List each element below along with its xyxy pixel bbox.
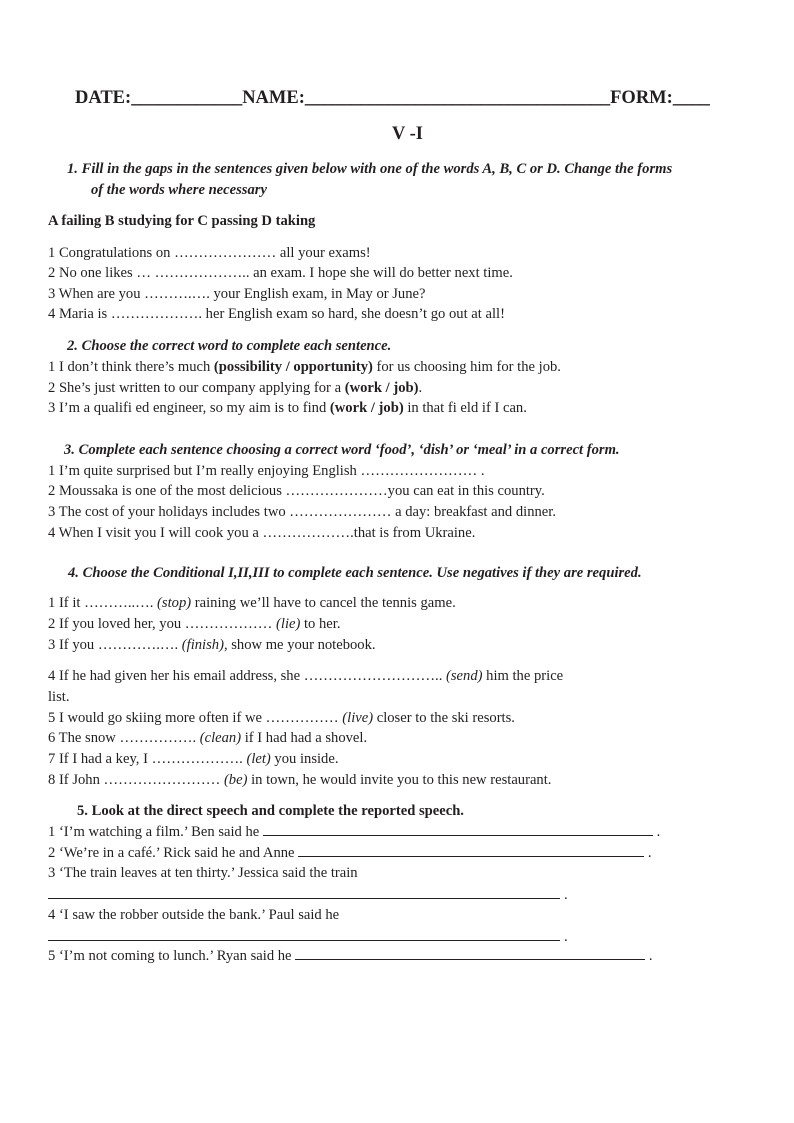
item-text: 1 I don’t think there’s much xyxy=(48,359,214,375)
section4-item xyxy=(48,771,551,789)
section5-item xyxy=(48,844,652,862)
item-text: 4 If he had given her his email address, she ……………………….. xyxy=(48,668,447,684)
item-text: 2 If you loved her, you ……………… xyxy=(48,616,277,632)
item-text: 8 If John …………………… xyxy=(48,772,224,788)
page-title: V -I xyxy=(392,124,424,144)
item-text: 5 I would go skiing more often if we …………… xyxy=(48,710,343,726)
item-text: him the price xyxy=(482,668,564,684)
form-label: FORM: xyxy=(610,88,673,108)
section3-item: 2 Moussaka is one of the most delicious …………………you can eat in this country. xyxy=(48,483,545,499)
section4-item xyxy=(48,750,338,768)
section1-item: 3 When are you ……….…. your English exam, in May or June? xyxy=(48,286,426,302)
item-text: . xyxy=(418,380,423,396)
word-choice: (work / job) xyxy=(344,380,419,396)
item-text: to her. xyxy=(300,616,341,632)
section1-instruction-line2: of the words where necessary xyxy=(91,182,267,198)
answer-line[interactable] xyxy=(48,898,560,899)
answer-line[interactable] xyxy=(48,940,560,941)
answer-line[interactable] xyxy=(295,958,645,960)
period: . xyxy=(647,845,652,861)
section3-instruction: 3. Complete each sentence choosing a correct word ‘food’, ‘dish’ or ‘meal’ in a correct form. xyxy=(64,442,620,458)
word-choice: (possibility / opportunity) xyxy=(213,359,373,375)
verb-hint: (lie) xyxy=(276,616,301,632)
form-field[interactable]: ____ xyxy=(672,88,710,108)
item-text: 2 She’s just written to our company applying for a xyxy=(48,380,345,396)
item-text: for us choosing him for the job. xyxy=(372,359,561,375)
verb-hint: (clean) xyxy=(199,730,242,746)
period: . xyxy=(656,824,661,840)
section2-item xyxy=(48,379,422,397)
item-text: 3 If you ………….…. xyxy=(48,637,182,653)
item-text: 3 I’m a qualifi ed engineer, so my aim is to find xyxy=(48,400,330,416)
verb-hint: (be) xyxy=(223,772,248,788)
header-line xyxy=(75,88,710,109)
item-text: in that fi eld if I can. xyxy=(403,400,527,416)
item-text: 1 If it ………..…. xyxy=(48,595,158,611)
section1-item: 2 No one likes … ……………….. an exam. I hope she will do better next time. xyxy=(48,265,513,281)
item-text: if I had had a shovel. xyxy=(241,730,368,746)
verb-hint: (finish) xyxy=(181,637,224,653)
section4-item xyxy=(48,729,367,747)
section1-item: 4 Maria is ………………. her English exam so hard, she doesn’t go out at all! xyxy=(48,306,505,322)
section3-item: 1 I’m quite surprised but I’m really enjoying English …………………… . xyxy=(48,463,485,479)
name-field[interactable]: _________________________________ xyxy=(304,88,611,108)
section2-item xyxy=(48,399,527,417)
period: . xyxy=(564,929,568,945)
word-choice: (work / job) xyxy=(329,400,404,416)
section4-item xyxy=(48,709,515,727)
period: . xyxy=(564,887,568,903)
item-text: closer to the ski resorts. xyxy=(373,710,515,726)
item-text: you inside. xyxy=(270,751,339,767)
item-text: raining we’ll have to cancel the tennis game. xyxy=(191,595,456,611)
item-text: 1 ‘I’m watching a film.’ Ben said he xyxy=(48,824,260,840)
section3-item: 4 When I visit you I will cook you a ……………….that is from Ukraine. xyxy=(48,525,476,541)
name-label: NAME: xyxy=(242,88,305,108)
section1-options: A failing B studying for C passing D taking xyxy=(48,213,316,229)
section4-item-continuation: list. xyxy=(48,689,70,705)
section5-instruction: 5. Look at the direct speech and complete the reported speech. xyxy=(77,803,464,819)
section4-item xyxy=(48,667,563,685)
section5-item: 3 ‘The train leaves at ten thirty.’ Jessica said the train xyxy=(48,865,358,881)
section1-instruction-line1: 1. Fill in the gaps in the sentences given below with one of the words A, B, C or D. Change the forms xyxy=(67,161,673,177)
answer-line[interactable] xyxy=(263,834,653,836)
item-text: 6 The snow ……………. xyxy=(48,730,200,746)
verb-hint: (stop) xyxy=(157,595,192,611)
answer-line[interactable] xyxy=(298,855,644,857)
section3-item: 3 The cost of your holidays includes two ………………… a day: breakfast and dinner. xyxy=(48,504,556,520)
section5-item: 4 ‘I saw the robber outside the bank.’ Paul said he xyxy=(48,907,340,923)
item-text: , show me your notebook. xyxy=(223,637,376,653)
section2-instruction: 2. Choose the correct word to complete each sentence. xyxy=(67,338,392,354)
section4-item xyxy=(48,594,456,612)
item-text: 7 If I had a key, I ………………. xyxy=(48,751,247,767)
section1-item: 1 Congratulations on ………………… all your exams! xyxy=(48,245,371,261)
section5-item xyxy=(48,823,660,841)
item-text: in town, he would invite you to this new restaurant. xyxy=(247,772,552,788)
item-text: 5 ‘I’m not coming to lunch.’ Ryan said he xyxy=(48,948,292,964)
section4-item xyxy=(48,615,340,633)
verb-hint: (let) xyxy=(246,751,271,767)
verb-hint: (send) xyxy=(446,668,483,684)
date-field[interactable]: ____________ xyxy=(131,88,243,108)
date-label: DATE: xyxy=(75,88,132,108)
section4-item xyxy=(48,636,376,654)
verb-hint: (live) xyxy=(342,710,374,726)
item-text: 2 ‘We’re in a café.’ Rick said he and Anne xyxy=(48,845,295,861)
period: . xyxy=(648,948,653,964)
section4-instruction: 4. Choose the Conditional I,II,III to complete each sentence. Use negatives if they are required. xyxy=(68,565,642,581)
section2-item xyxy=(48,358,561,376)
section5-item xyxy=(48,947,653,965)
